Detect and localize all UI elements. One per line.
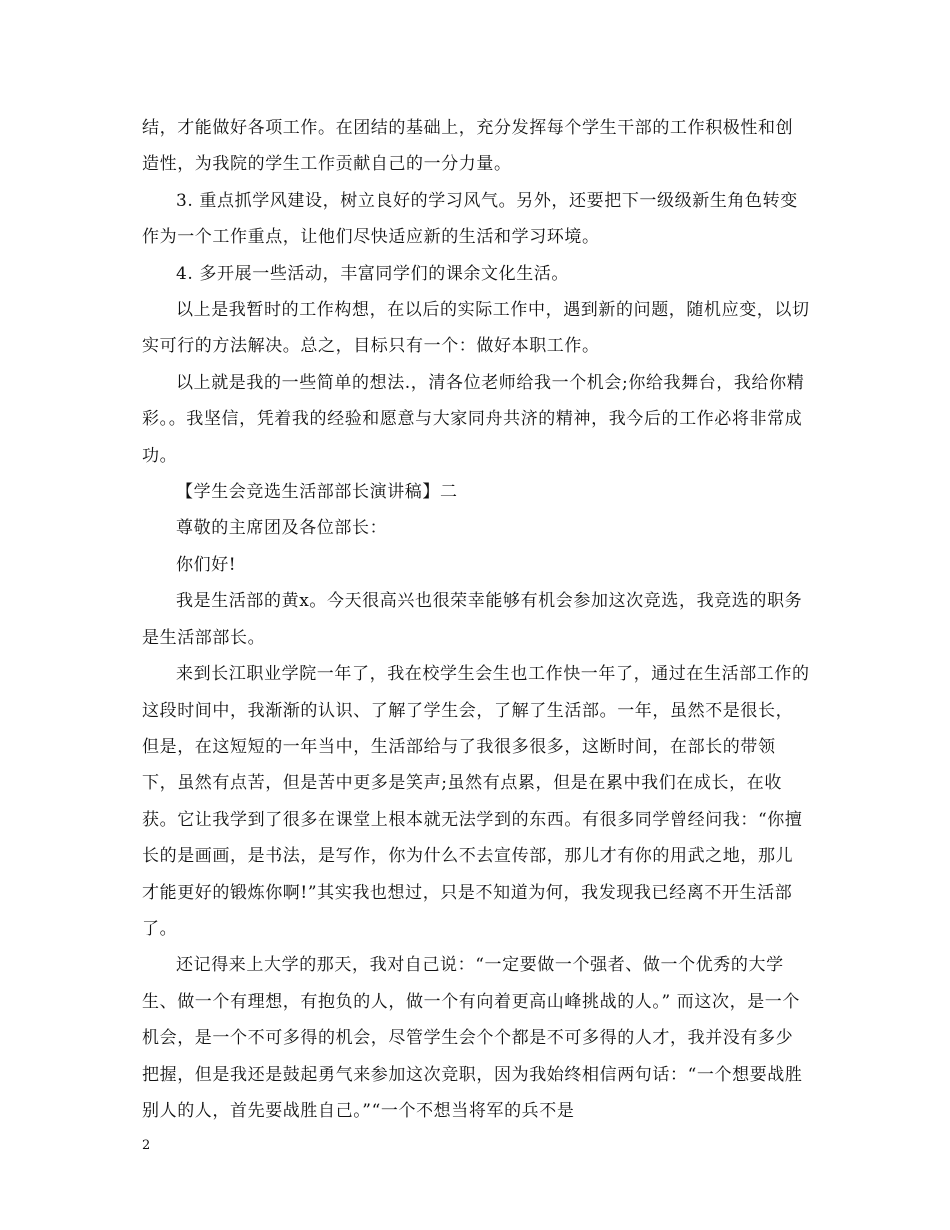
paragraph-motivation: 还记得来上大学的那天，我对自己说：“一定要做一个强者、做一个优秀的大学生、做一个有理想，有抱负的人，做一个有向着更高山峰挑战的人。” 而这次，是一个机会，是一个不可多得的机会，尽管学生会个个都是不可多得的人才，我并没有多少把握，但是我还是鼓起勇气来参加这次竞职，因为我始终相信两句话：“一个想要战胜别人的人，首先要战胜自己。”“一个不想当将军的兵不是 xyxy=(142,955,803,1121)
section-heading: 【学生会竞选生活部部长演讲稿】二 xyxy=(176,482,458,503)
document-body xyxy=(142,110,810,1129)
page-number: 2 xyxy=(142,1138,151,1153)
paragraph-item-4: 4. 多开展一些活动，丰富同学们的课余文化生活。 xyxy=(176,263,570,284)
greeting: 你们好! xyxy=(176,554,237,575)
paragraph-experience: 来到长江职业学院一年了，我在校学生会生也工作快一年了，通过在生活部工作的这段时间中，我渐渐的认识、了解了学生会，了解了生活部。一年，虽然不是很长，但是，在这短短的一年当中，生活部给与了我很多很多，这断时间，在部长的带领下，虽然有点苦，但是苦中更多是笑声;虽然有点累，但是在累中我们在成长，在收获。它让我学到了很多在课堂上根本就无法学到的东西。有很多同学曾经问我：“你擅长的是画画，是书法，是写作，你为什么不去宣传部，那儿才有你的用武之地，那儿才能更好的锻炼你啊!”其实我也想过，只是不知道为何，我发现我已经离不开生活部了。 xyxy=(142,664,810,939)
paragraph-introduction: 我是生活部的黄x。今天很高兴也很荣幸能够有机会参加这次竞选，我竞选的职务是生活部部长。 xyxy=(142,591,803,648)
paragraph-work-plan: 以上是我暂时的工作构想，在以后的实际工作中，遇到新的问题，随机应变，以切实可行的方法解决。总之，目标只有一个：做好本职工作。 xyxy=(142,300,810,357)
paragraph-conclusion: 以上就是我的一些简单的想法.，清各位老师给我一个机会;你给我舞台，我给你精彩。。我坚信，凭着我的经验和愿意与大家同舟共济的精神，我今后的工作必将非常成功。 xyxy=(142,372,805,466)
paragraph-continuation: 结，才能做好各项工作。在团结的基础上，充分发挥每个学生干部的工作积极性和创造性，为我院的学生工作贡献自己的一分力量。 xyxy=(142,118,794,175)
paragraph-item-3: 3. 重点抓学风建设，树立良好的学习风气。另外，还要把下一级级新生角色转变作为一个工作重点，让他们尽快适应新的生活和学习环境。 xyxy=(142,190,798,248)
salutation: 尊敬的主席团及各位部长： xyxy=(176,518,388,539)
